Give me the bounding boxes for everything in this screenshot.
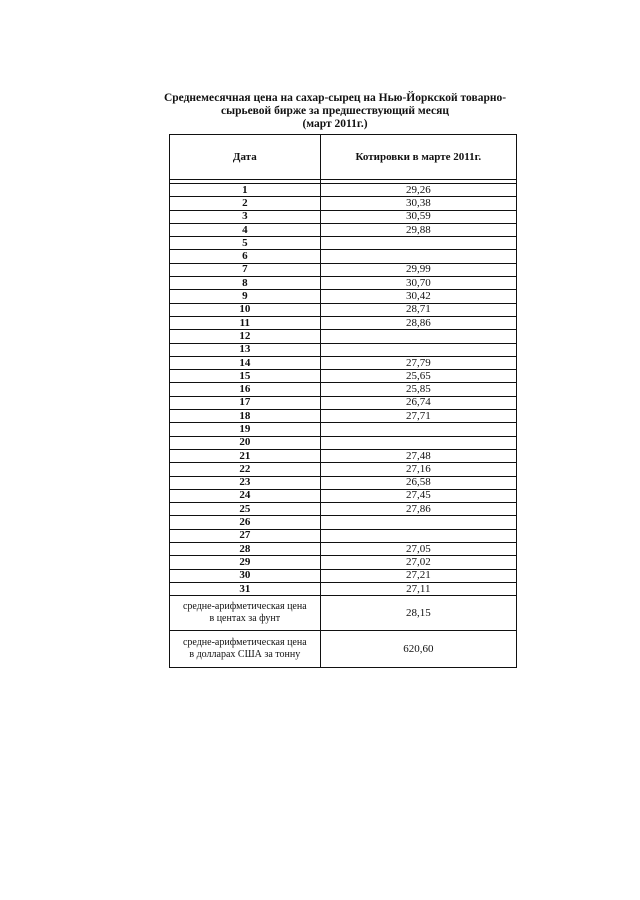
summary-label [170,596,321,631]
date-cell: 10 [170,303,321,316]
quote-cell: 30,59 [320,210,516,223]
table-row [170,316,517,329]
summary-label-line: в долларах США за тонну [189,649,301,661]
quotes-table-body [170,180,517,668]
quote-cell: 30,70 [320,277,516,290]
table-row [170,543,517,556]
date-cell: 1 [170,184,321,197]
quote-cell: 28,71 [320,303,516,316]
date-cell: 3 [170,210,321,223]
date-cell: 11 [170,316,321,329]
table-row [170,250,517,263]
quote-cell [320,516,516,529]
quote-cell: 27,16 [320,463,516,476]
quote-cell: 27,71 [320,410,516,423]
summary-value: 28,15 [320,596,516,631]
table-row [170,410,517,423]
summary-label-line: средне-арифметическая цена [182,637,307,649]
date-cell: 26 [170,516,321,529]
quote-cell: 29,88 [320,223,516,236]
quote-cell: 27,11 [320,582,516,595]
table-row [170,356,517,369]
date-cell: 28 [170,543,321,556]
table-row [170,277,517,290]
date-cell: 9 [170,290,321,303]
table-row [170,396,517,409]
date-cell: 25 [170,503,321,516]
quote-cell: 26,58 [320,476,516,489]
date-cell: 24 [170,489,321,502]
title-line: сырьевой бирже за предшествующий месяц [221,105,449,117]
table-row [170,210,517,223]
quote-cell: 27,48 [320,449,516,462]
quote-cell: 27,86 [320,503,516,516]
date-cell: 23 [170,476,321,489]
table-row [170,223,517,236]
summary-value: 620,60 [320,631,516,668]
table-row [170,569,517,582]
date-cell: 21 [170,449,321,462]
quotes-table [169,134,517,668]
table-row [170,556,517,569]
quote-cell: 29,99 [320,263,516,276]
date-cell: 20 [170,436,321,449]
date-cell: 15 [170,370,321,383]
quote-cell: 25,85 [320,383,516,396]
quote-cell: 28,86 [320,316,516,329]
date-cell: 12 [170,330,321,343]
date-cell: 27 [170,529,321,542]
quote-cell [320,237,516,250]
document-title [150,92,520,131]
date-cell: 17 [170,396,321,409]
quote-cell [320,423,516,436]
date-cell: 4 [170,223,321,236]
table-row [170,263,517,276]
table-row [170,343,517,356]
table-row [170,330,517,343]
date-cell: 18 [170,410,321,423]
table-row [170,303,517,316]
column-header-date: Дата [170,135,321,180]
table-row [170,449,517,462]
table-row [170,184,517,197]
date-cell: 14 [170,356,321,369]
date-cell: 8 [170,277,321,290]
summary-label-line: в центах за фунт [209,613,281,625]
quote-cell: 27,05 [320,543,516,556]
quote-cell: 29,26 [320,184,516,197]
date-cell: 30 [170,569,321,582]
table-row [170,370,517,383]
quote-cell: 27,79 [320,356,516,369]
summary-label [170,631,321,668]
date-cell: 7 [170,263,321,276]
quote-cell: 27,21 [320,569,516,582]
summary-row [170,631,517,668]
date-cell: 2 [170,197,321,210]
quote-cell: 27,02 [320,556,516,569]
table-row [170,436,517,449]
table-row [170,516,517,529]
date-cell: 6 [170,250,321,263]
quote-cell [320,529,516,542]
table-row [170,489,517,502]
date-cell: 29 [170,556,321,569]
quote-cell: 27,45 [320,489,516,502]
date-cell: 19 [170,423,321,436]
quote-cell [320,436,516,449]
table-row [170,503,517,516]
date-cell: 16 [170,383,321,396]
date-cell: 5 [170,237,321,250]
table-row [170,463,517,476]
quote-cell: 30,38 [320,197,516,210]
quote-cell: 25,65 [320,370,516,383]
summary-label-line: средне-арифметическая цена [182,601,307,613]
table-row [170,423,517,436]
summary-row [170,596,517,631]
table-row [170,529,517,542]
quote-cell: 26,74 [320,396,516,409]
date-cell: 22 [170,463,321,476]
title-line: (март 2011г.) [302,118,368,130]
table-row [170,582,517,595]
table-row [170,383,517,396]
table-row [170,237,517,250]
quote-cell [320,330,516,343]
title-line: Среднемесячная цена на сахар-сырец на Нью-Йоркской товарно- [163,92,507,104]
table-row [170,197,517,210]
quote-cell: 30,42 [320,290,516,303]
table-row [170,290,517,303]
quote-cell [320,250,516,263]
date-cell: 13 [170,343,321,356]
table-row [170,476,517,489]
quote-cell [320,343,516,356]
column-header-quotes: Котировки в марте 2011г. [320,135,516,180]
date-cell: 31 [170,582,321,595]
